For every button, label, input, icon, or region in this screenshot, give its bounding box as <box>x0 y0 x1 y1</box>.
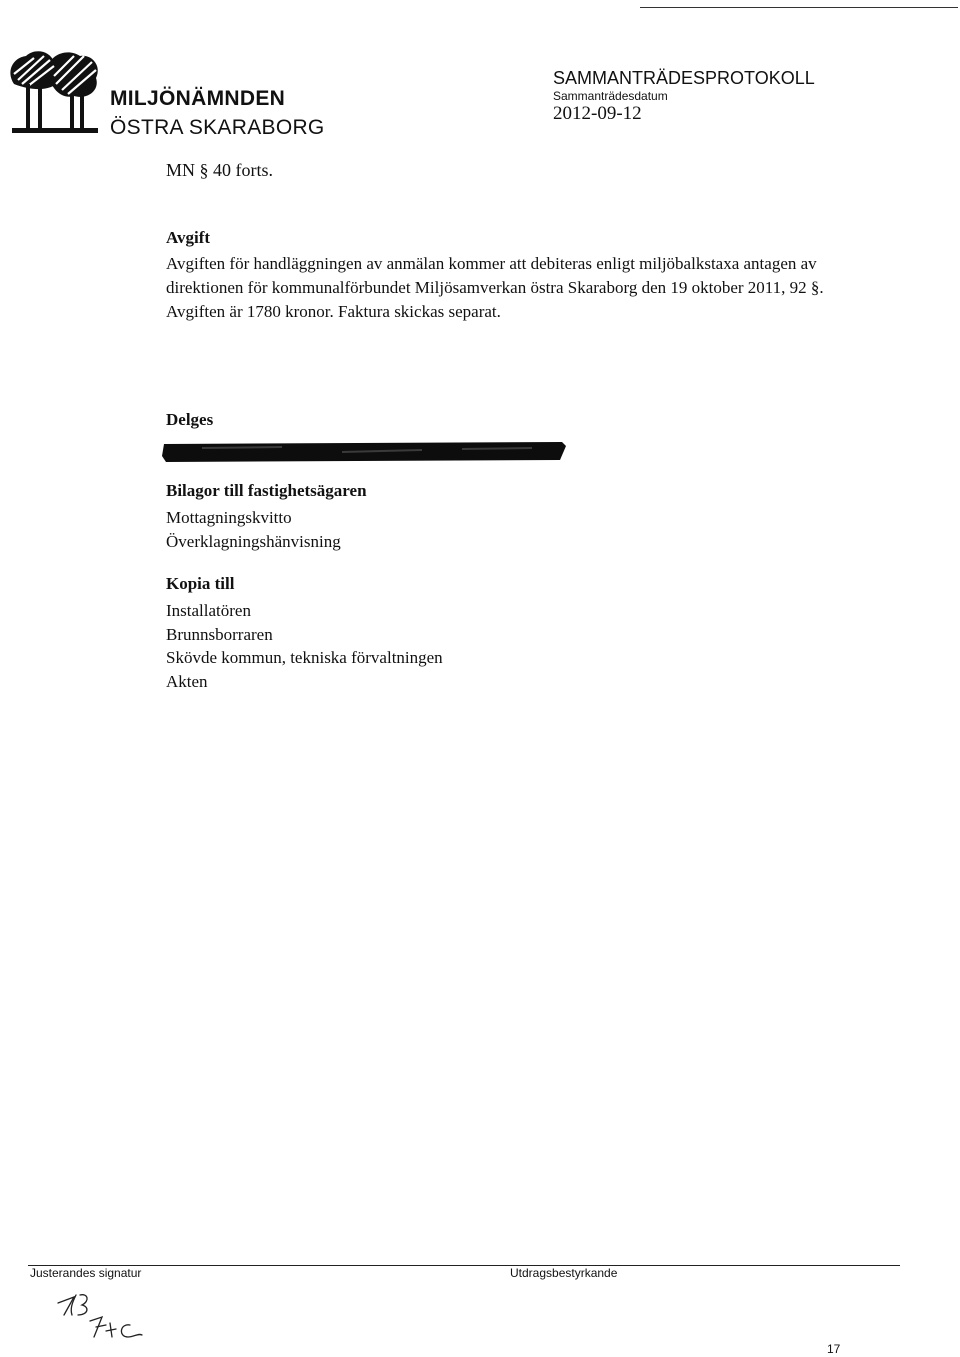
list-item: Skövde kommun, tekniska förvaltningen <box>166 648 443 667</box>
attestation-label: Utdragsbestyrkande <box>510 1266 618 1280</box>
page-number: 17 <box>827 1342 841 1356</box>
avgift-paragraph: Avgiften för handläggningen av anmälan kommer att debiteras enligt miljöbalkstaxa antagen av direktionen för kommunalförbundet Miljösamverkan östra Skaraborg den 19 oktober 2011, 92 §. Avgiften är 1780 kronor. Faktura skickas separat. <box>166 254 824 321</box>
top-rule <box>640 7 958 8</box>
document-type: SAMMANTRÄDESPROTOKOLL <box>553 68 815 88</box>
list-item: Installatören <box>166 601 251 620</box>
list-item: Överklagningshänvisning <box>166 531 341 551</box>
section-reference: MN § 40 forts. <box>166 160 273 180</box>
list-item: Brunnsborraren <box>166 624 273 644</box>
avgift-heading: Avgift <box>166 228 211 247</box>
list-item: Mottagningskvitto <box>166 508 292 527</box>
tree-logo-icon <box>4 44 104 140</box>
bilagor-list <box>166 506 341 553</box>
bilagor-heading: Bilagor till fastighetsägaren <box>166 481 367 500</box>
kopia-heading: Kopia till <box>166 574 235 593</box>
footer-rule <box>28 1265 900 1266</box>
org-name-line1: MILJÖNÄMNDEN <box>110 87 286 110</box>
org-name-line2: ÖSTRA SKARABORG <box>110 116 325 139</box>
meeting-date: 2012-09-12 <box>553 103 642 124</box>
handwritten-signature <box>50 1285 160 1350</box>
delges-heading: Delges <box>166 410 214 429</box>
meeting-date-label: Sammanträdesdatum <box>553 89 668 103</box>
kopia-list <box>166 599 443 693</box>
redaction-bar <box>162 440 566 462</box>
signature-label: Justerandes signatur <box>30 1266 142 1280</box>
list-item: Akten <box>166 671 208 691</box>
